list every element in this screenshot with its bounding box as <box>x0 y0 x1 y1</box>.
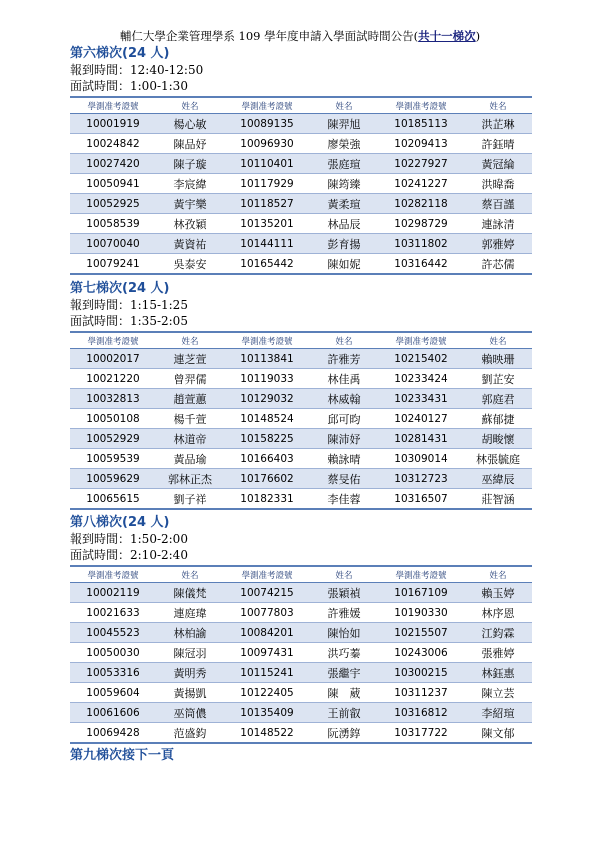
candidate-name: 廖榮強 <box>310 134 378 154</box>
exam-id: 10317722 <box>378 723 464 744</box>
candidate-name: 陳立芸 <box>464 683 532 703</box>
exam-id: 10298729 <box>378 214 464 234</box>
candidate-name: 楊心敏 <box>156 114 224 134</box>
report-time: 報到時間：1:15-1:25 <box>70 298 188 312</box>
table-row <box>70 429 532 449</box>
candidate-name: 巫筒儂 <box>156 703 224 723</box>
header-exam-id: 學測准考證號 <box>224 97 310 114</box>
table-row <box>70 154 532 174</box>
candidate-name: 陳子璇 <box>156 154 224 174</box>
exam-id: 10148524 <box>224 409 310 429</box>
candidate-name: 趙萱蕙 <box>156 389 224 409</box>
header-name: 姓名 <box>310 97 378 114</box>
exam-id: 10001919 <box>70 114 156 134</box>
header-name: 姓名 <box>310 332 378 349</box>
exam-id: 10059539 <box>70 449 156 469</box>
exam-id: 10233431 <box>378 389 464 409</box>
exam-id: 10074215 <box>224 583 310 603</box>
header-exam-id: 學測准考證號 <box>378 332 464 349</box>
header-name: 姓名 <box>464 566 532 583</box>
candidate-name: 林鈺惠 <box>464 663 532 683</box>
candidate-name: 許鈺晴 <box>464 134 532 154</box>
candidate-name: 巫緯辰 <box>464 469 532 489</box>
exam-id: 10002017 <box>70 349 156 369</box>
candidate-name: 陳怡如 <box>310 623 378 643</box>
table-row <box>70 683 532 703</box>
exam-id: 10117929 <box>224 174 310 194</box>
candidate-name: 賴映珊 <box>464 349 532 369</box>
header-exam-id: 學測准考證號 <box>70 332 156 349</box>
candidate-name: 洪芷琳 <box>464 114 532 134</box>
exam-id: 10144111 <box>224 234 310 254</box>
exam-id: 10182331 <box>224 489 310 510</box>
exam-id: 10077803 <box>224 603 310 623</box>
exam-id: 10135201 <box>224 214 310 234</box>
header-exam-id: 學測准考證號 <box>70 97 156 114</box>
candidate-name: 李宸緯 <box>156 174 224 194</box>
report-time: 報到時間：12:40-12:50 <box>70 63 204 77</box>
exam-id: 10061606 <box>70 703 156 723</box>
exam-id: 10166403 <box>224 449 310 469</box>
exam-id: 10282118 <box>378 194 464 214</box>
candidate-name: 陳冠羽 <box>156 643 224 663</box>
candidate-name: 楊千萱 <box>156 409 224 429</box>
exam-id: 10148522 <box>224 723 310 744</box>
table-row <box>70 643 532 663</box>
candidate-name: 張庭瑄 <box>310 154 378 174</box>
candidate-name: 李紹瑄 <box>464 703 532 723</box>
title-close: ) <box>475 29 481 43</box>
table-row <box>70 194 532 214</box>
candidate-name: 陳沛妤 <box>310 429 378 449</box>
candidate-name: 林道帝 <box>156 429 224 449</box>
exam-id: 10118527 <box>224 194 310 214</box>
candidate-name: 許芯儒 <box>464 254 532 275</box>
table-row <box>70 114 532 134</box>
session-6 <box>70 45 532 275</box>
header-name: 姓名 <box>156 332 224 349</box>
candidate-name: 陳品妤 <box>156 134 224 154</box>
session-heading: 第八梯次(24 人) <box>70 515 170 530</box>
candidate-name: 連芝萱 <box>156 349 224 369</box>
table-row <box>70 469 532 489</box>
candidate-name: 劉芷安 <box>464 369 532 389</box>
table-header-row <box>70 566 532 583</box>
session-7 <box>70 280 532 510</box>
candidate-name: 蘇郁捷 <box>464 409 532 429</box>
exam-id: 10097431 <box>224 643 310 663</box>
candidate-name: 陳儀梵 <box>156 583 224 603</box>
candidate-name: 黃資祐 <box>156 234 224 254</box>
candidate-name: 郭林正杰 <box>156 469 224 489</box>
candidate-name: 林佳禹 <box>310 369 378 389</box>
header-exam-id: 學測准考證號 <box>224 566 310 583</box>
exam-id: 10309014 <box>378 449 464 469</box>
header-exam-id: 學測准考證號 <box>70 566 156 583</box>
exam-id: 10024842 <box>70 134 156 154</box>
exam-id: 10227927 <box>378 154 464 174</box>
table-row <box>70 723 532 744</box>
table-row <box>70 489 532 510</box>
header-exam-id: 學測准考證號 <box>224 332 310 349</box>
table-header-row <box>70 97 532 114</box>
candidate-name: 蔡旻佑 <box>310 469 378 489</box>
exam-id: 10122405 <box>224 683 310 703</box>
exam-id: 10110401 <box>224 154 310 174</box>
exam-id: 10316812 <box>378 703 464 723</box>
candidate-name: 郭雅婷 <box>464 234 532 254</box>
candidate-table <box>70 331 532 510</box>
interview-time: 面試時間：1:00-1:30 <box>70 79 188 93</box>
page-title <box>0 28 600 44</box>
session-heading: 第七梯次(24 人) <box>70 281 170 296</box>
session-8 <box>70 514 532 744</box>
candidate-name: 賴詠晴 <box>310 449 378 469</box>
exam-id: 10089135 <box>224 114 310 134</box>
candidate-name: 彭育揚 <box>310 234 378 254</box>
candidate-name: 張穎禎 <box>310 583 378 603</box>
table-row <box>70 349 532 369</box>
candidate-name: 張雅婷 <box>464 643 532 663</box>
candidate-name: 胡畯懷 <box>464 429 532 449</box>
exam-id: 10058539 <box>70 214 156 234</box>
table-row <box>70 254 532 275</box>
table-row <box>70 389 532 409</box>
header-name: 姓名 <box>464 97 532 114</box>
header-name: 姓名 <box>310 566 378 583</box>
candidate-name: 陳文郁 <box>464 723 532 744</box>
candidate-name: 江鈞霖 <box>464 623 532 643</box>
exam-id: 10233424 <box>378 369 464 389</box>
report-time: 報到時間：1:50-2:00 <box>70 532 188 546</box>
candidate-name: 林張毓庭 <box>464 449 532 469</box>
candidate-name: 林孜穎 <box>156 214 224 234</box>
candidate-table <box>70 96 532 275</box>
exam-id: 10059604 <box>70 683 156 703</box>
candidate-name: 陳如妮 <box>310 254 378 275</box>
table-row <box>70 703 532 723</box>
candidate-name: 范盛鈞 <box>156 723 224 744</box>
exam-id: 10176602 <box>224 469 310 489</box>
exam-id: 10050941 <box>70 174 156 194</box>
table-row <box>70 174 532 194</box>
candidate-name: 劉子祥 <box>156 489 224 510</box>
exam-id: 10209413 <box>378 134 464 154</box>
candidate-name: 郭庭君 <box>464 389 532 409</box>
exam-id: 10096930 <box>224 134 310 154</box>
candidate-name: 邱可昀 <box>310 409 378 429</box>
title-main: 輔仁大學企業管理學系 109 學年度申請入學面試時間公告( <box>119 29 419 43</box>
candidate-name: 林威翰 <box>310 389 378 409</box>
exam-id: 10167109 <box>378 583 464 603</box>
exam-id: 10190330 <box>378 603 464 623</box>
candidate-name: 李佳蓉 <box>310 489 378 510</box>
table-row <box>70 134 532 154</box>
candidate-name: 許雅媛 <box>310 603 378 623</box>
table-row <box>70 369 532 389</box>
exam-id: 10084201 <box>224 623 310 643</box>
table-row <box>70 663 532 683</box>
interview-time: 面試時間：1:35-2:05 <box>70 314 188 328</box>
candidate-name: 黃冠綸 <box>464 154 532 174</box>
exam-id: 10311802 <box>378 234 464 254</box>
table-row <box>70 603 532 623</box>
header-name: 姓名 <box>156 566 224 583</box>
exam-id: 10129032 <box>224 389 310 409</box>
exam-id: 10052925 <box>70 194 156 214</box>
exam-id: 10311237 <box>378 683 464 703</box>
exam-id: 10053316 <box>70 663 156 683</box>
exam-id: 10185113 <box>378 114 464 134</box>
candidate-name: 陳羿旭 <box>310 114 378 134</box>
exam-id: 10059629 <box>70 469 156 489</box>
candidate-name: 洪巧蓁 <box>310 643 378 663</box>
exam-id: 10002119 <box>70 583 156 603</box>
exam-id: 10119033 <box>224 369 310 389</box>
exam-id: 10045523 <box>70 623 156 643</box>
candidate-name: 張繼宇 <box>310 663 378 683</box>
exam-id: 10316442 <box>378 254 464 275</box>
candidate-name: 連庭瑋 <box>156 603 224 623</box>
candidate-name: 洪暐喬 <box>464 174 532 194</box>
candidate-name: 曾羿儒 <box>156 369 224 389</box>
exam-id: 10281431 <box>378 429 464 449</box>
exam-id: 10113841 <box>224 349 310 369</box>
table-row <box>70 449 532 469</box>
candidate-name: 陳筠臻 <box>310 174 378 194</box>
exam-id: 10050030 <box>70 643 156 663</box>
exam-id: 10312723 <box>378 469 464 489</box>
exam-id: 10052929 <box>70 429 156 449</box>
header-exam-id: 學測准考證號 <box>378 97 464 114</box>
exam-id: 10115241 <box>224 663 310 683</box>
candidate-name: 黃宇樂 <box>156 194 224 214</box>
candidate-name: 王前叡 <box>310 703 378 723</box>
next-page-note: 第九梯次接下一頁 <box>70 748 175 763</box>
candidate-name: 林品辰 <box>310 214 378 234</box>
candidate-name: 陳 葳 <box>310 683 378 703</box>
candidate-name: 黃明秀 <box>156 663 224 683</box>
exam-id: 10070040 <box>70 234 156 254</box>
header-exam-id: 學測准考證號 <box>378 566 464 583</box>
candidate-name: 賴玉婷 <box>464 583 532 603</box>
exam-id: 10027420 <box>70 154 156 174</box>
exam-id: 10215507 <box>378 623 464 643</box>
exam-id: 10316507 <box>378 489 464 510</box>
exam-id: 10300215 <box>378 663 464 683</box>
table-header-row <box>70 332 532 349</box>
exam-id: 10135409 <box>224 703 310 723</box>
session-heading: 第六梯次(24 人) <box>70 46 170 61</box>
exam-id: 10243006 <box>378 643 464 663</box>
table-row <box>70 234 532 254</box>
candidate-name: 許雅芳 <box>310 349 378 369</box>
exam-id: 10215402 <box>378 349 464 369</box>
exam-id: 10241227 <box>378 174 464 194</box>
exam-id: 10069428 <box>70 723 156 744</box>
table-row <box>70 623 532 643</box>
exam-id: 10158225 <box>224 429 310 449</box>
candidate-name: 林柏諭 <box>156 623 224 643</box>
exam-id: 10032813 <box>70 389 156 409</box>
candidate-name: 吳泰安 <box>156 254 224 275</box>
exam-id: 10065615 <box>70 489 156 510</box>
exam-id: 10050108 <box>70 409 156 429</box>
exam-id: 10165442 <box>224 254 310 275</box>
candidate-name: 黃柔瑄 <box>310 194 378 214</box>
candidate-name: 蔡百謹 <box>464 194 532 214</box>
candidate-name: 林序恩 <box>464 603 532 623</box>
table-row <box>70 214 532 234</box>
candidate-table <box>70 565 532 744</box>
exam-id: 10021633 <box>70 603 156 623</box>
interview-time: 面試時間：2:10-2:40 <box>70 548 188 562</box>
table-row <box>70 409 532 429</box>
candidate-name: 黃揚凱 <box>156 683 224 703</box>
candidate-name: 阮湧錞 <box>310 723 378 744</box>
exam-id: 10240127 <box>378 409 464 429</box>
candidate-name: 莊智涵 <box>464 489 532 510</box>
exam-id: 10021220 <box>70 369 156 389</box>
candidate-name: 連詠清 <box>464 214 532 234</box>
title-highlight: 共十一梯次 <box>418 29 476 43</box>
candidate-name: 黃品瑜 <box>156 449 224 469</box>
header-name: 姓名 <box>464 332 532 349</box>
exam-id: 10079241 <box>70 254 156 275</box>
table-row <box>70 583 532 603</box>
header-name: 姓名 <box>156 97 224 114</box>
